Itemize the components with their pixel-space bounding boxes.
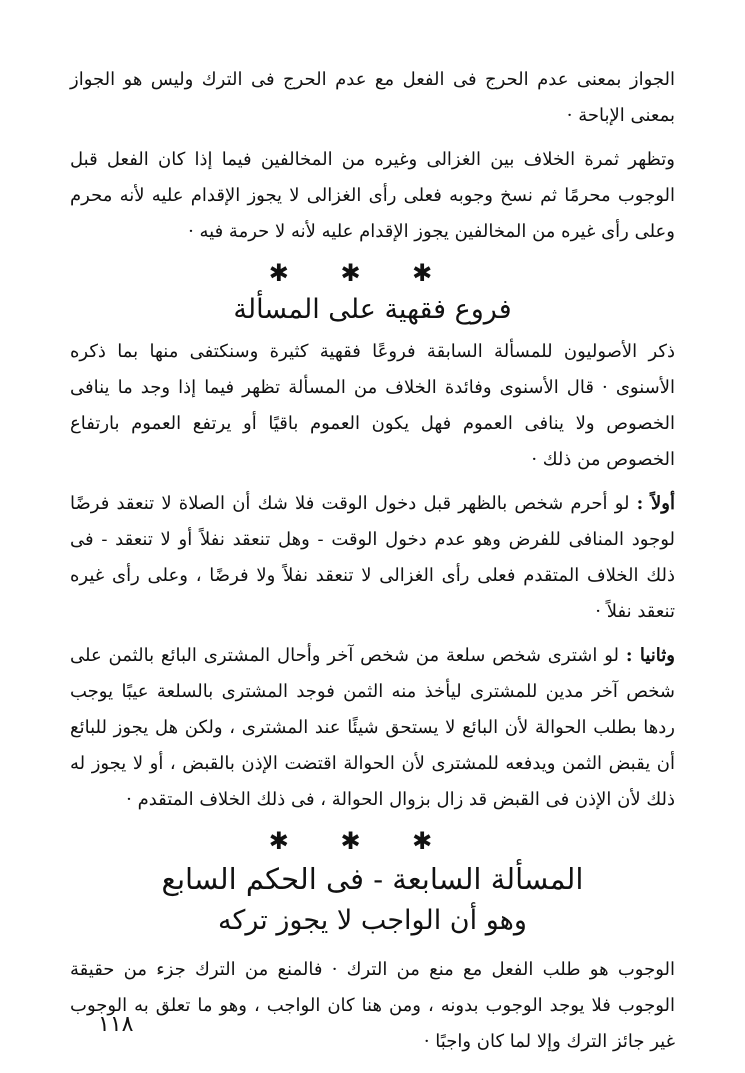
star-separator-1: ✱ ✱ ✱ [268, 259, 455, 287]
paragraph-3: ذكر الأصوليون للمسألة السابقة فروعًا فقهية كثيرة وسنكتفى منها بما ذكره الأسنوى · قال الأسنوى وفائدة الخلاف من المسألة تظهر فيما إذا وجد ما ينافى الخصوص ولا ينافى العموم فهل يكون العموم باقيًا أو يرتفع العموم بارتفاع الخصوص من ذلك · [70, 341, 675, 470]
section-heading-seventh-issue: المسألة السابعة - فى الحكم السابع [161, 862, 584, 896]
paragraph-1: الجواز بمعنى عدم الحرج فى الفعل مع عدم الحرج فى الترك وليس هو الجواز بمعنى الإباحة · [70, 69, 675, 126]
paragraph-6: الوجوب هو طلب الفعل مع منع من الترك · فالمنع من الترك جزء من حقيقة الوجوب فلا يوجد الوجوب بدونه ، ومن هنا كان الواجب ، وهو ما تعلق به الوجوب غير جائز الترك وإلا لما كان واجبًا · [70, 959, 675, 1052]
paragraph-5-body: لو اشترى شخص سلعة من شخص آخر وأحال المشترى البائع بالثمن على شخص آخر مدين للمشترى ليأخذ منه الثمن فوجد المشترى بالسلعة عيبًا يوجب ردها بطلب الحوالة لأن البائع لا يستحق شيئًا عند المشترى ، ولكن هل يجوز للبائع أن يقبض الثمن ويدفعه للمشترى لأن الحوالة اقتضت الإذن بالقبض ، أو لا يجوز له ذلك لأن الإذن فى القبض قد زال بزوال الحوالة ، فى ذلك الخلاف المتقدم · [70, 645, 675, 810]
paragraph-2: وتظهر ثمرة الخلاف بين الغزالى وغيره من المخالفين فيما إذا كان الفعل قبل الوجوب محرمًا ثم نسخ وجوبه فعلى رأى الغزالى لا يجوز الإقدام عليه لأنه محرم وعلى رأى غيره من المخالفين يجوز الإقدام عليه لأنه لا حرمة فيه · [70, 149, 675, 242]
page-body [70, 62, 675, 1068]
star-separator-2: ✱ ✱ ✱ [268, 827, 455, 855]
section-heading-fiqh-branches: فروع فقهية على المسألة [233, 294, 512, 325]
paragraph-5-lead: وثانيا : [625, 645, 675, 666]
paragraph-4-body: لو أحرم شخص بالظهر قبل دخول الوقت فلا شك أن الصلاة لا تنعقد فرضًا لوجود المنافى للفرض وهو عدم دخول الوقت - وهل تنعقد نفلاً أو لا تنعقد - فى ذلك الخلاف المتقدم فعلى رأى الغزالى لا تنعقد نفلاً ولا فرضًا ، وعلى رأى غيره تنعقد نفلاً · [70, 493, 675, 622]
page-number: ١١٨ [98, 1012, 134, 1037]
section-subheading-obligation: وهو أن الواجب لا يجوز تركه [218, 905, 527, 936]
paragraph-5 [70, 638, 675, 818]
paragraph-4-lead: أولاً : [636, 493, 675, 514]
paragraph-4 [70, 486, 675, 630]
